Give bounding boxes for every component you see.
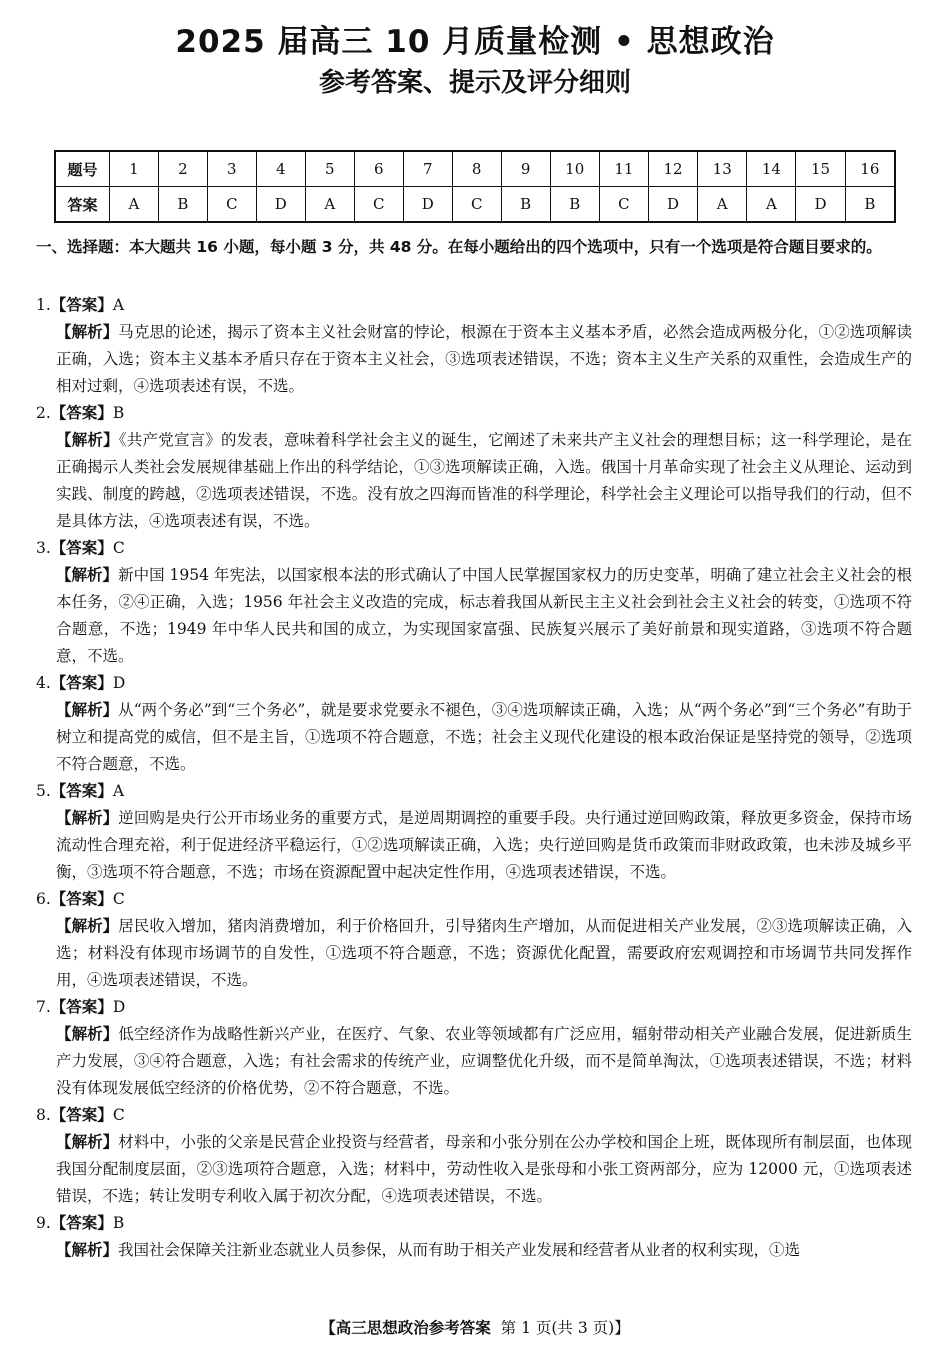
answer-table-number-row — [55, 151, 895, 187]
answer-label: 【答案】 — [50, 296, 113, 314]
explanation-text: 新中国 1954 年宪法，以国家根本法的形式确认了中国人民掌握国家权力的历史变革，明确了建立社会主义社会的根本任务，②④正确，入选；1956 年社会主义改造的完成，标志着我国从新民主主义社会到社会主义社会的转变，①选项不符合题意，不选；1949 年中华人民共和国的成立，为实现国家富强、民族复兴展示了美好前景和现实道路，③选项不符合题意，不选。 — [56, 566, 912, 665]
answer-value: C — [112, 890, 125, 908]
explanation-label: 【解析】 — [56, 809, 119, 827]
answer-cell: B — [550, 187, 599, 223]
explanation — [36, 1021, 912, 1102]
answer-cell: B — [158, 187, 207, 223]
question-block-5 — [36, 778, 912, 886]
question-number: 4. — [36, 674, 51, 692]
question-number: 1. — [36, 296, 51, 314]
answer-cell: A — [109, 187, 158, 223]
answer-cell: D — [403, 187, 452, 223]
explanation-text: 《共产党宣言》的发表，意味着科学社会主义的诞生，它阐述了未来共产主义社会的理想目标；这一科学理论，是在正确揭示人类社会发展规律基础上作出的科学结论，①③选项解读正确，入选。俄国十月革命实现了社会主义从理论、运动到实践、制度的跨越，②选项表述错误，不选。没有放之四海而皆准的科学理论，科学社会主义理论可以指导我们的行动，但不是具体方法，④选项表述有误，不选。 — [56, 431, 912, 530]
page-footer — [0, 1316, 950, 1338]
answer-line — [36, 292, 912, 319]
answer-line — [36, 994, 912, 1021]
explanation — [36, 427, 912, 535]
question-block-3 — [36, 535, 912, 670]
question-number-cell: 4 — [256, 151, 305, 187]
answer-cell: C — [207, 187, 256, 223]
answer-label: 【答案】 — [50, 890, 113, 908]
question-number-cell: 9 — [501, 151, 550, 187]
answer-line — [36, 670, 912, 697]
answer-cell: A — [698, 187, 747, 223]
footer-page-number: 第 1 页(共 3 页)】 — [500, 1319, 630, 1337]
question-number-cell: 3 — [207, 151, 256, 187]
question-block-1 — [36, 292, 912, 400]
answer-label: 【答案】 — [50, 1106, 113, 1124]
question-number: 8. — [36, 1106, 51, 1124]
question-block-2 — [36, 400, 912, 535]
question-number: 2. — [36, 404, 51, 422]
explanation-text: 低空经济作为战略性新兴产业，在医疗、气象、农业等领域都有广泛应用，辐射带动相关产业融合发展，促进新质生产力发展，③④符合题意，入选；有社会需求的传统产业，应调整优化升级，而不是简单淘汰，①选项表述错误，不选；材料没有体现发展低空经济的价格优势，②不符合题意，不选。 — [56, 1025, 912, 1097]
question-number-cell: 14 — [747, 151, 796, 187]
question-number-cell: 12 — [648, 151, 697, 187]
answer-label: 【答案】 — [50, 674, 113, 692]
answer-value: A — [112, 782, 125, 800]
explanation-label: 【解析】 — [56, 701, 119, 719]
answer-value: D — [112, 998, 126, 1016]
question-number: 9. — [36, 1214, 51, 1232]
answer-label: 【答案】 — [50, 404, 113, 422]
explanation — [36, 1237, 912, 1264]
question-number-cell: 8 — [452, 151, 501, 187]
answer-cell: A — [747, 187, 796, 223]
question-number-cell: 16 — [845, 151, 895, 187]
answer-value: D — [112, 674, 126, 692]
answer-line — [36, 886, 912, 913]
explanation-label: 【解析】 — [56, 566, 119, 584]
section-heading: 一、选择题：本大题共 16 小题，每小题 3 分，共 48 分。在每小题给出的四个选项中，只有一个选项是符合题目要求的。 — [36, 238, 882, 256]
explanation-text: 我国社会保障关注新业态就业人员参保，从而有助于相关产业发展和经营者从业者的权利实现，①选 — [118, 1241, 801, 1259]
question-number-cell: 7 — [403, 151, 452, 187]
answer-value: A — [112, 296, 125, 314]
answer-cell: B — [845, 187, 895, 223]
explanation-text: 居民收入增加，猪肉消费增加，利于价格回升，引导猪肉生产增加，从而促进相关产业发展，②③选项解读正确，入选；材料没有体现市场调节的自发性，①选项不符合题意，不选；资源优化配置，需要政府宏观调控和市场调节共同发挥作用，④选项表述错误，不选。 — [56, 917, 912, 989]
answer-cell: D — [796, 187, 845, 223]
question-number: 3. — [36, 539, 51, 557]
question-number-cell: 13 — [698, 151, 747, 187]
answer-label: 【答案】 — [50, 782, 113, 800]
explanation — [36, 319, 912, 400]
answer-table — [54, 150, 896, 223]
question-block-8 — [36, 1102, 912, 1210]
question-number: 7. — [36, 998, 51, 1016]
answer-value: C — [112, 1106, 125, 1124]
row-label-answer: 答案 — [55, 187, 109, 223]
explanation — [36, 805, 912, 886]
explanation-label: 【解析】 — [56, 917, 119, 935]
answer-cell: B — [501, 187, 550, 223]
answer-cell: D — [648, 187, 697, 223]
explanation-text: 材料中，小张的父亲是民营企业投资与经营者，母亲和小张分别在公办学校和国企上班，既体现所有制层面，也体现我国分配制度层面，②③选项符合题意，入选；材料中，劳动性收入是张母和小张工资两部分，应为 12000 元，①选项表述错误，不选；转让发明专利收入属于初次分配，④选项表述错误，不选。 — [56, 1133, 912, 1205]
explanation-label: 【解析】 — [56, 323, 119, 341]
answer-value: B — [112, 1214, 125, 1232]
question-number-cell: 2 — [158, 151, 207, 187]
explanation — [36, 1129, 912, 1210]
answer-cell: A — [305, 187, 354, 223]
footer-label: 【高三思想政治参考答案 — [320, 1319, 491, 1337]
answer-label: 【答案】 — [50, 539, 113, 557]
explanation-label: 【解析】 — [56, 1025, 119, 1043]
question-number-cell: 6 — [354, 151, 403, 187]
question-number: 6. — [36, 890, 51, 908]
explanation — [36, 913, 912, 994]
row-label-number: 题号 — [55, 151, 109, 187]
question-block-4 — [36, 670, 912, 778]
answer-line — [36, 535, 912, 562]
question-number-cell: 1 — [109, 151, 158, 187]
answer-label: 【答案】 — [50, 1214, 113, 1232]
explanation-label: 【解析】 — [56, 1133, 119, 1151]
explanations — [36, 292, 912, 1264]
explanation-label: 【解析】 — [56, 1241, 119, 1259]
explanation-text: 逆回购是央行公开市场业务的重要方式，是逆周期调控的重要手段。央行通过逆回购政策，释放更多资金，保持市场流动性合理充裕，利于促进经济平稳运行，①②选项解读正确，入选；央行逆回购是货币政策而非财政政策，也未涉及城乡平衡，③选项不符合题意，不选；市场在资源配置中起决定性作用，④选项表述错误，不选。 — [56, 809, 912, 881]
answer-cell: C — [452, 187, 501, 223]
question-block-9 — [36, 1210, 912, 1264]
answer-label: 【答案】 — [50, 998, 113, 1016]
answer-line — [36, 400, 912, 427]
answer-cell: C — [599, 187, 648, 223]
answer-line — [36, 1102, 912, 1129]
answer-line — [36, 1210, 912, 1237]
explanation-label: 【解析】 — [56, 431, 119, 449]
answer-table-answer-row — [55, 187, 895, 223]
explanation-text: 从“两个务必”到“三个务必”，就是要求党要永不褪色，③④选项解读正确，入选；从“两个务必”到“三个务必”有助于树立和提高党的威信，但不是主旨，①选项不符合题意，不选；社会主义现代化建设的根本政治保证是坚持党的领导，②选项不符合题意，不选。 — [56, 701, 912, 773]
question-number: 5. — [36, 782, 51, 800]
question-number-cell: 5 — [305, 151, 354, 187]
question-block-7 — [36, 994, 912, 1102]
explanation — [36, 697, 912, 778]
question-number-cell: 10 — [550, 151, 599, 187]
answer-cell: D — [256, 187, 305, 223]
explanation — [36, 562, 912, 670]
document-title: 2025 届高三 10 月质量检测 • 思想政治 — [175, 24, 775, 60]
document-subtitle: 参考答案、提示及评分细则 — [318, 68, 631, 98]
answer-value: C — [112, 539, 125, 557]
explanation-text: 马克思的论述，揭示了资本主义社会财富的悖论，根源在于资本主义基本矛盾，必然会造成两极分化，①②选项解读正确，入选；资本主义基本矛盾只存在于资本主义社会，③选项表述错误，不选；资本主义生产关系的双重性，会造成生产的相对过剩，④选项表述有误，不选。 — [56, 323, 912, 395]
question-number-cell: 15 — [796, 151, 845, 187]
question-block-6 — [36, 886, 912, 994]
answer-line — [36, 778, 912, 805]
question-number-cell: 11 — [599, 151, 648, 187]
answer-cell: C — [354, 187, 403, 223]
answer-value: B — [112, 404, 125, 422]
